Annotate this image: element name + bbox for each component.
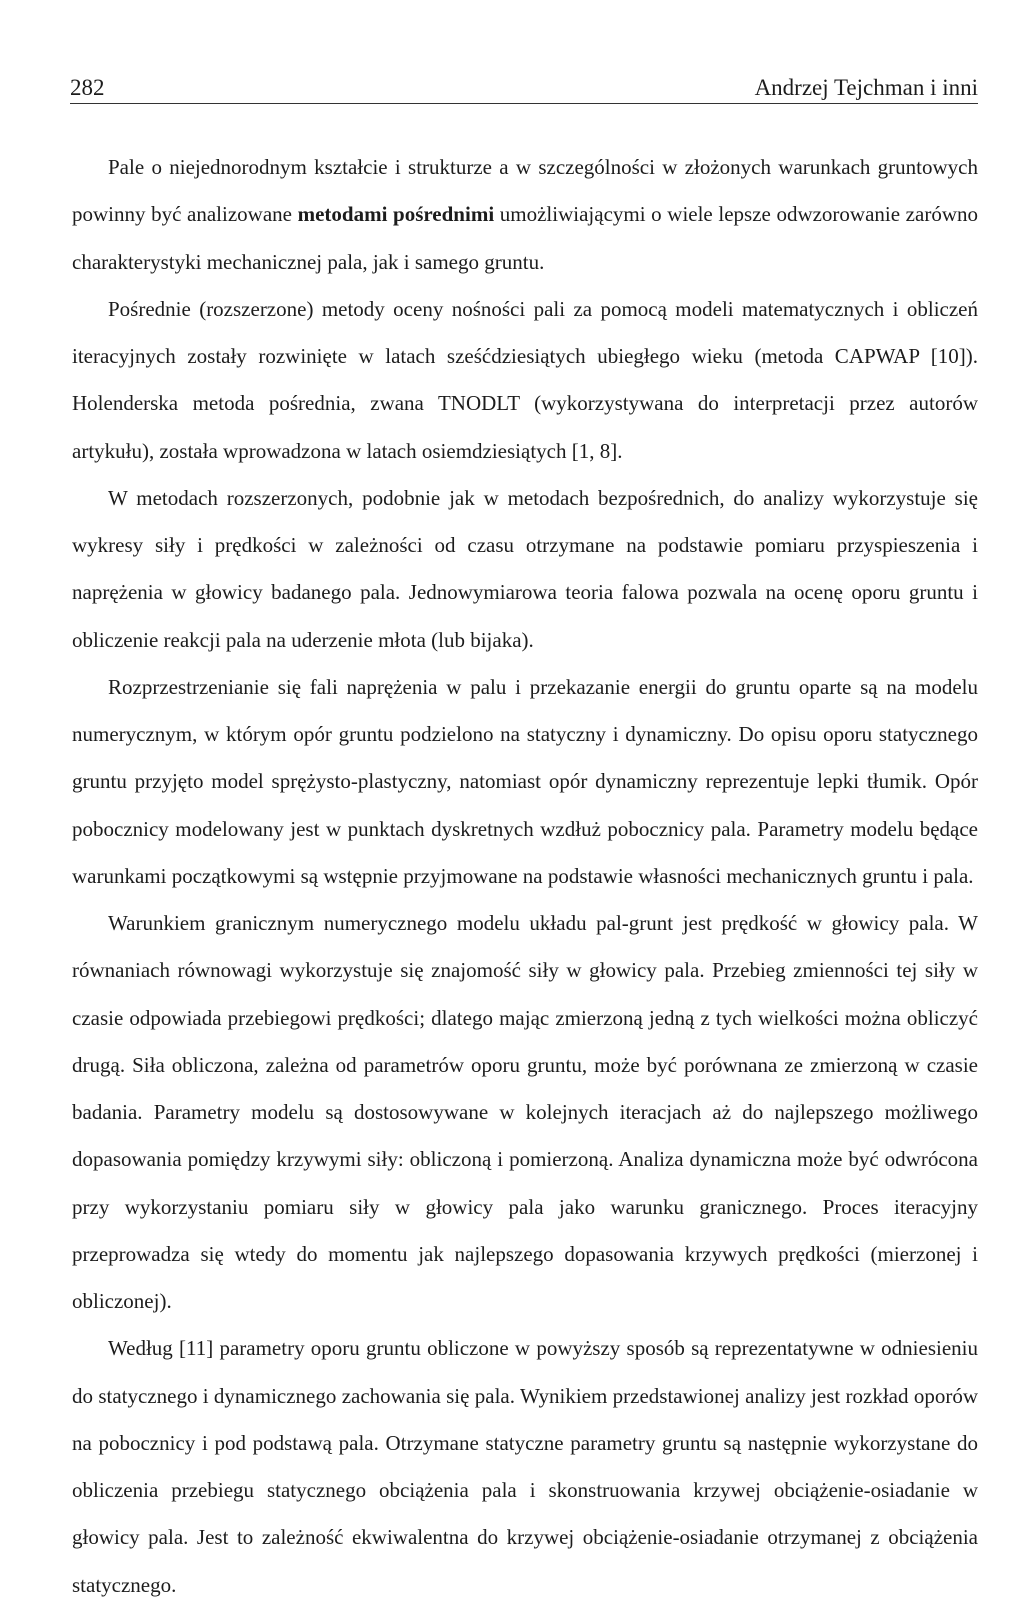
header-rule [70,103,978,104]
body-text [72,144,978,1609]
paragraph-2: Pośrednie (rozszerzone) metody oceny nośności pali za pomocą modeli matematycznych i obliczeń iteracyjnych zostały rozwinięte w latach sześćdziesiątych ubiegłego wieku (metoda CAPWAP [10]). Holenderska metoda pośrednia, zwana TNODLT (wykorzystywana do interpretacji przez autorów artykułu), została wprowadzona w latach osiemdziesiątych [1, 8]. [72,296,978,463]
paragraph-1-bold-term: metodami pośrednimi [297,202,495,227]
paragraph-3: W metodach rozszerzonych, podobnie jak w metodach bezpośrednich, do analizy wykorzystuje się wykresy siły i prędkości w zależności od czasu otrzymane na podstawie pomiaru przyspieszenia i naprężenia w głowicy badanego pala. Jednowymiarowa teoria falowa pozwala na ocenę oporu gruntu i obliczenie reakcji pala na uderzenie młota (lub bijaka). [72,485,978,652]
paragraph-1-text-before: Pale o niejednorodnym kształcie i strukturze a w szczególności w złożonych warunkach gruntowych powinny być analizowane [72,155,978,227]
running-header [70,72,978,102]
paragraph-6: Według [11] parametry oporu gruntu obliczone w powyższy sposób są reprezentatywne w odniesieniu do statycznego i dynamicznego zachowania się pala. Wynikiem przedstawionej analizy jest rozkład oporów na pobocznicy i pod podstawą pala. Otrzymane statyczne parametry gruntu są następnie wykorzystane do obliczenia przebiegu statycznego obciążenia pala i skonstruowania krzywej obciążenie-osiadanie w głowicy pala. Jest to zależność ekwiwalentna do krzywej obciążenie-osiadanie otrzymanej z obciążenia statycznego. [72,1336,978,1597]
paragraph-1 [72,144,978,286]
paragraph-4: Rozprzestrzenianie się fali naprężenia w palu i przekazanie energii do gruntu oparte są na modelu numerycznym, w którym opór gruntu podzielono na statyczny i dynamiczny. Do opisu oporu statycznego gruntu przyjęto model sprężysto-plastyczny, natomiast opór dynamiczny reprezentuje lepki tłumik. Opór pobocznicy modelowany jest w punktach dyskretnych wzdłuż pobocznicy pala. Parametry modelu będące warunkami początkowymi są wstępnie przyjmowane na podstawie własności mechanicznych gruntu i pala. [72,674,978,888]
running-title: Andrzej Tejchman i inni [754,75,978,100]
paragraph-1-text-after: umożliwiającymi o wiele lepsze odwzorowanie zarówno charakterystyki mechanicznej pala, jak i samego gruntu. [72,202,978,274]
page-number: 282 [70,75,105,100]
paragraph-5: Warunkiem granicznym numerycznego modelu układu pal-grunt jest prędkość w głowicy pala. W równaniach równowagi wykorzystuje się znajomość siły w głowicy pala. Przebieg zmienności tej siły w czasie odpowiada przebiegowi prędkości; dlatego mając zmierzoną jedną z tych wielkości można obliczyć drugą. Siła obliczona, zależna od parametrów oporu gruntu, może być porównana ze zmierzoną w czasie badania. Parametry modelu są dostosowywane w kolejnych iteracjach aż do najlepszego możliwego dopasowania pomiędzy krzywymi siły: obliczoną i pomierzoną. Analiza dynamiczna może być odwrócona przy wykorzystaniu pomiaru siły w głowicy pala jako warunku granicznego. Proces iteracyjny przeprowadza się wtedy do momentu jak najlepszego dopasowania krzywych prędkości (mierzonej i obliczonej). [72,911,978,1313]
